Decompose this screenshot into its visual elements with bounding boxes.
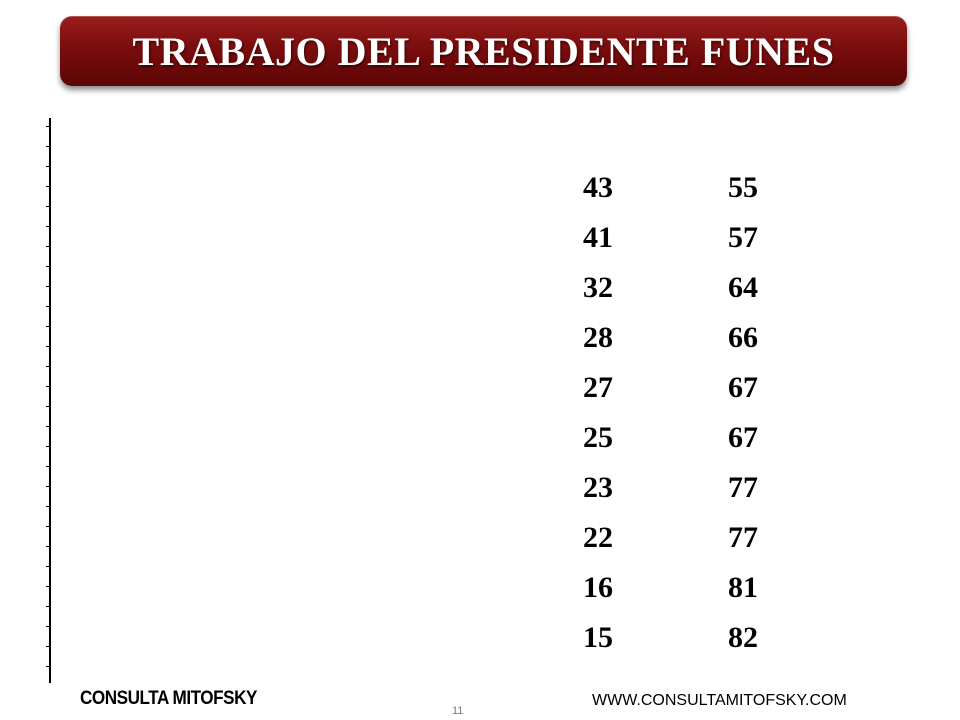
value-col2-row8: 77: [728, 521, 758, 554]
page-number: 11: [452, 705, 464, 717]
value-col2-row10: 82: [728, 621, 758, 654]
value-col1-row1: 43: [583, 171, 613, 204]
value-col2-row2: 57: [728, 221, 758, 254]
value-col2-row7: 77: [728, 471, 758, 504]
value-col2-row5: 67: [728, 371, 758, 404]
footer-brand: CONSULTA MITOFSKY: [80, 688, 257, 709]
value-col1-row3: 32: [583, 271, 613, 304]
value-col1-row10: 15: [583, 621, 613, 654]
value-col2-row3: 64: [728, 271, 758, 304]
footer-url[interactable]: WWW.CONSULTAMITOFSKY.COM: [592, 692, 847, 709]
value-col2-row9: 81: [728, 571, 758, 604]
value-col1-row7: 23: [583, 471, 613, 504]
page-title: TRABAJO DEL PRESIDENTE FUNES: [132, 28, 835, 74]
value-col1-row4: 28: [583, 321, 613, 354]
value-col2-row6: 67: [728, 421, 758, 454]
value-col2-row1: 55: [728, 171, 758, 204]
value-col1-row6: 25: [583, 421, 613, 454]
value-col1-row2: 41: [583, 221, 613, 254]
value-col1-row8: 22: [583, 521, 613, 554]
value-col1-row9: 16: [583, 571, 613, 604]
value-col1-row5: 27: [583, 371, 613, 404]
value-col2-row4: 66: [728, 321, 758, 354]
